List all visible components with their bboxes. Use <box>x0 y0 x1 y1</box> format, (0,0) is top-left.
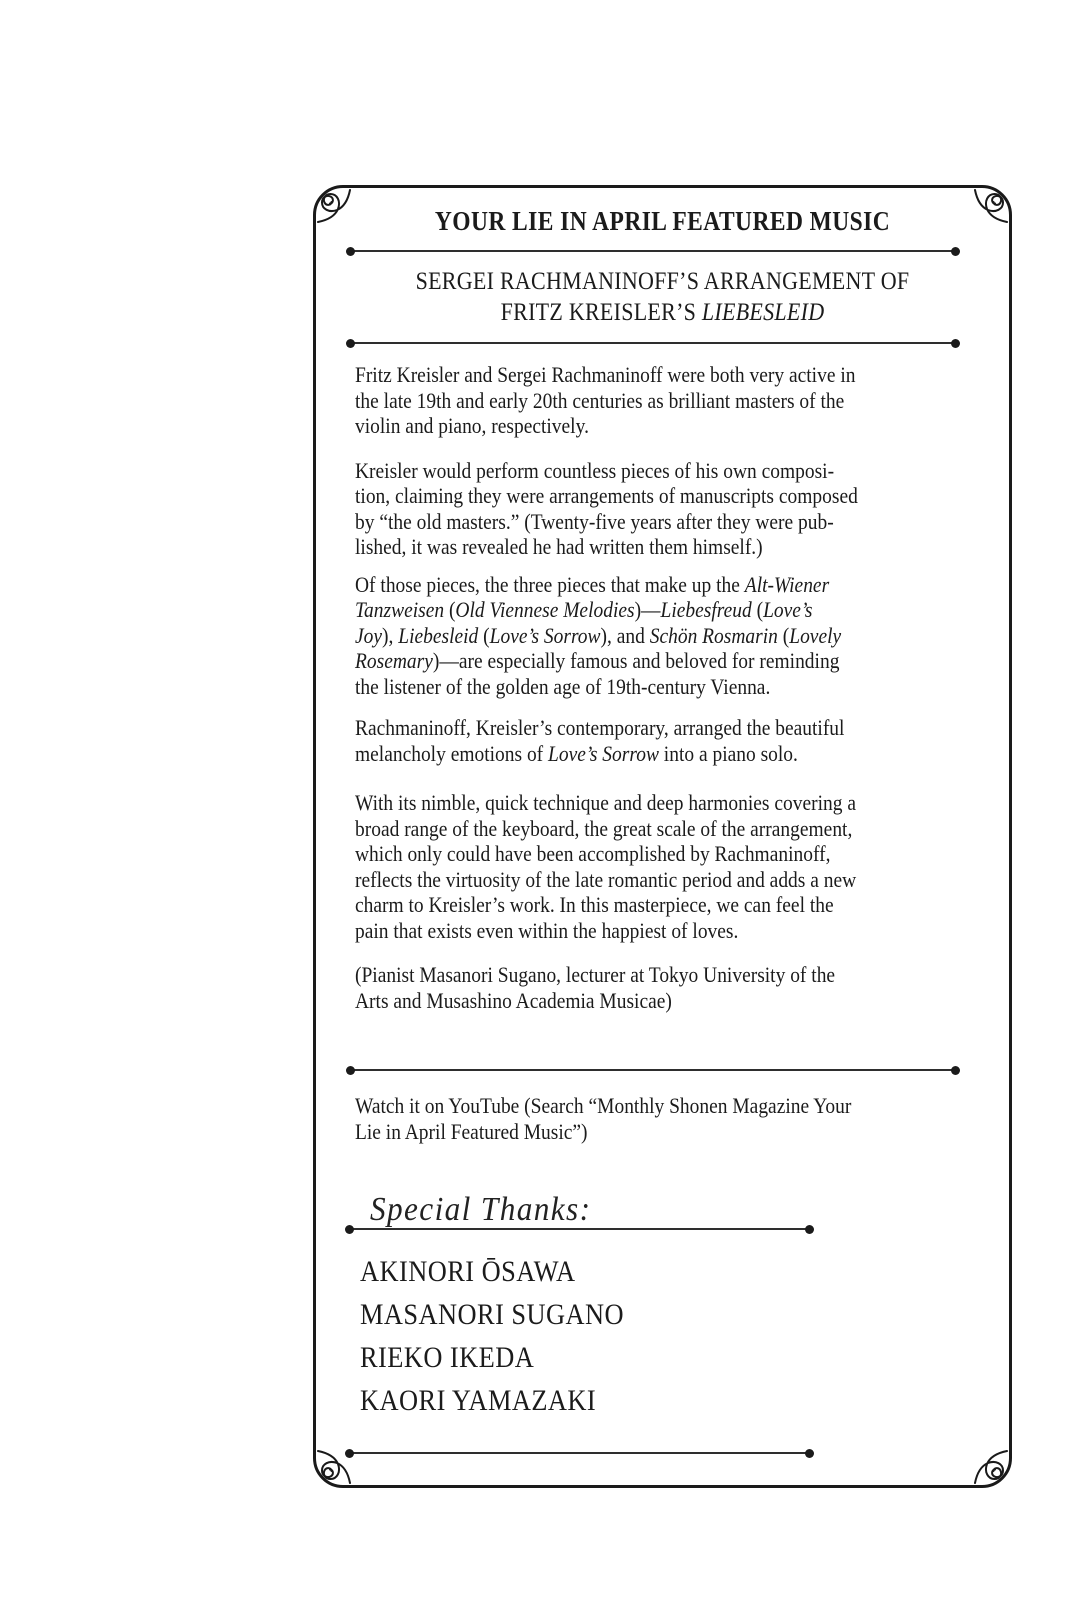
text-line: (Pianist Masanori Sugano, lecturer at Tokyo University of the <box>355 962 836 987</box>
youtube-note <box>355 1093 1009 1144</box>
text-line: Fritz Kreisler and Sergei Rachmaninoff were both very active in <box>355 362 856 387</box>
divider-rule <box>347 1228 812 1230</box>
text-line: SERGEI RACHMANINOFF’S ARRANGEMENT OF <box>415 268 910 295</box>
page-title: YOUR LIE IN APRIL FEATURED MUSIC <box>434 206 891 236</box>
text-line: reflects the virtuosity of the late romantic period and adds a new <box>355 866 857 892</box>
text-line: Rachmaninoff, Kreisler’s contemporary, arranged the beautiful <box>355 715 845 740</box>
text-line: Watch it on YouTube (Search “Monthly Shonen Magazine Your <box>355 1093 852 1118</box>
divider-rule <box>348 342 958 344</box>
text-line: Rosemary)—are especially famous and beloved for reminding <box>355 648 840 673</box>
body-paragraph <box>355 362 1009 439</box>
text-line: charm to Kreisler’s work. In this masterpiece, we can feel the <box>355 892 834 917</box>
text-line: by “the old masters.” (Twenty-five years after they were pub- <box>355 508 834 534</box>
body-paragraph <box>355 790 1009 943</box>
text-line: Lie in April Featured Music”) <box>355 1118 588 1144</box>
section-heading <box>316 266 1009 328</box>
body-paragraph <box>355 572 1009 700</box>
divider-rule <box>348 250 958 252</box>
text-line: the late 19th and early 20th centuries as brilliant masters of the <box>355 387 845 413</box>
credit-name: AKINORI ŌSAWA <box>360 1255 576 1288</box>
corner-flourish-icon <box>952 1428 1008 1484</box>
text-line: violin and piano, respectively. <box>355 413 589 438</box>
divider-rule <box>348 1069 958 1071</box>
special-thanks-list <box>360 1250 1009 1422</box>
credit-name: MASANORI SUGANO <box>360 1298 625 1331</box>
text-line: Kreisler would perform countless pieces of his own composi- <box>355 457 835 483</box>
special-thanks-heading: Special Thanks: <box>370 1191 592 1228</box>
text-line: the listener of the golden age of 19th-century Vienna. <box>355 673 771 699</box>
text-line: FRITZ KREISLER’S LIEBESLEID <box>500 299 825 326</box>
text-line: melancholy emotions of Love’s Sorrow into a piano solo. <box>355 740 798 766</box>
text-line: tion, claiming they were arrangements of manuscripts composed <box>355 483 858 508</box>
text-line: lished, it was revealed he had written them himself.) <box>355 534 763 559</box>
text-line: pain that exists even within the happiest of loves. <box>355 917 739 943</box>
text-line: With its nimble, quick technique and deep harmonies covering a <box>355 790 856 815</box>
body-paragraph <box>355 962 1009 1013</box>
text-line: broad range of the keyboard, the great scale of the arrangement, <box>355 815 853 841</box>
body-paragraph <box>355 458 1009 560</box>
text-line: Of those pieces, the three pieces that make up the Alt-Wiener <box>355 571 830 597</box>
decorative-frame <box>313 185 1012 1488</box>
credit-name: KAORI YAMAZAKI <box>360 1384 597 1417</box>
text-line: which only could have been accomplished by Rachmaninoff, <box>355 841 831 866</box>
text-line: Tanzweisen (Old Viennese Melodies)—Liebesfreud (Love’s <box>355 597 813 622</box>
text-line: Joy), Liebesleid (Love’s Sorrow), and Schön Rosmarin (Lovely <box>355 622 842 648</box>
credit-name: RIEKO IKEDA <box>360 1341 535 1374</box>
divider-rule <box>347 1452 812 1454</box>
text-line: Arts and Musashino Academia Musicae) <box>355 987 672 1013</box>
body-paragraph <box>355 715 1009 766</box>
